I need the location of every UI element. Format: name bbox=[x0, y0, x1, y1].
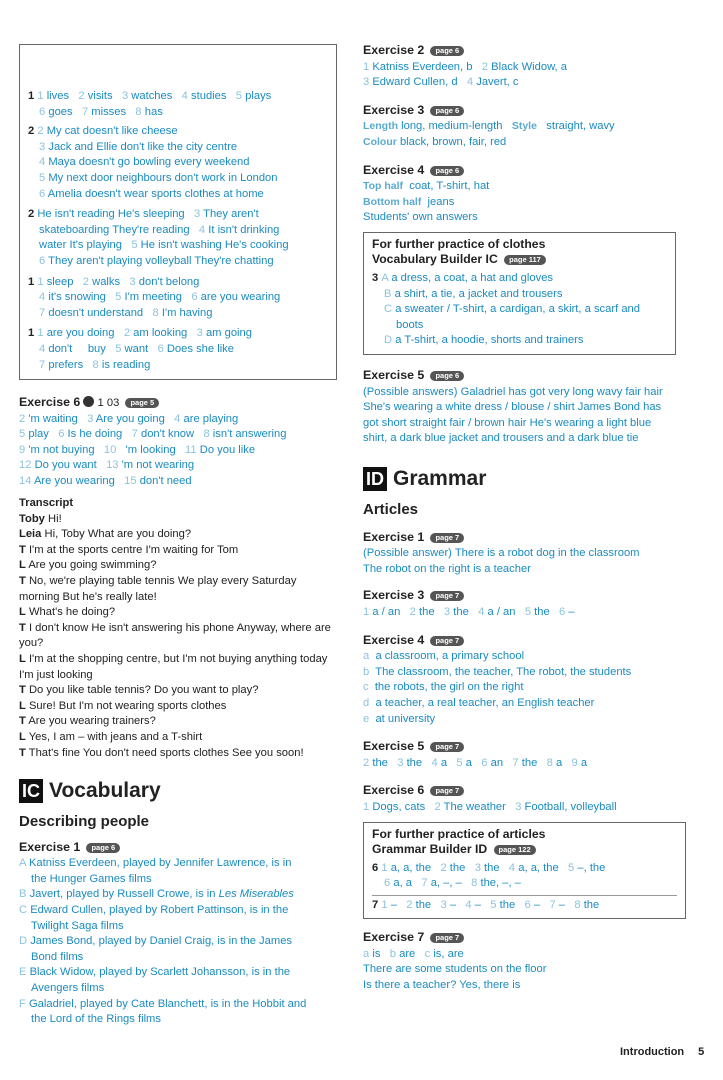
vocab-item: B Javert, played by Russell Crowe, is in Les Miserables bbox=[19, 888, 294, 901]
box3-row: 7 1 – 2 the 3 – 4 – 5 the 6 – 7 – 8 the bbox=[372, 898, 600, 911]
box3-row: 6 a, a 7 a, –, – 8 the, –, – bbox=[384, 877, 521, 890]
transcript-line: T I don't know He isn't answering his phone Anyway, where are you? bbox=[19, 621, 331, 650]
transcript-line: T That's fine You don't need sports clothes See you soon! bbox=[19, 746, 304, 759]
ex6-line: 14 Are you wearing 15 don't need bbox=[19, 474, 192, 487]
transcript bbox=[19, 496, 339, 761]
page-tag: page 7 bbox=[430, 786, 464, 796]
transcript-line: L What's he doing? bbox=[19, 606, 116, 619]
page-tag: page 7 bbox=[430, 933, 464, 943]
box2-item: boots bbox=[396, 318, 424, 331]
answers-2-line: 4 Maya doesn't go bowling every weekend bbox=[39, 156, 250, 169]
section-heading: IC Vocabulary bbox=[19, 778, 337, 804]
page-number: 5 bbox=[698, 1046, 705, 1058]
page-tag: page 7 bbox=[430, 742, 464, 752]
ex4-line: Top half coat, T-shirt, hat bbox=[363, 180, 490, 193]
ex3-line: Length long, medium-length Style straight, wavy bbox=[363, 120, 615, 133]
box2-item: D a T-shirt, a hoodie, shorts and trainers bbox=[384, 334, 584, 347]
grammar-ex1-title: Exercise 1 page 7 bbox=[363, 530, 686, 547]
grammar-ex6-title: Exercise 6 page 7 bbox=[363, 783, 686, 800]
section-icon: IC bbox=[19, 779, 43, 803]
page-tag: page 6 bbox=[430, 371, 464, 381]
transcript-line: Leia Hi, Toby What are you doing? bbox=[19, 528, 192, 541]
vocab-item: C Edward Cullen, played by Robert Pattinson, is in the Twilight Saga films bbox=[19, 903, 289, 932]
answers-2: 2 2 My cat doesn't like cheese bbox=[28, 125, 178, 138]
answers-3-line: skateboarding They're reading 4 It isn't drinking bbox=[39, 223, 280, 236]
right-column bbox=[363, 43, 686, 447]
vocab-item: E Black Widow, played by Scarlett Johansson, is in the Avengers films bbox=[19, 966, 291, 994]
answers-4-line: 4 it's snowing 5 I'm meeting 6 are you wearing bbox=[39, 291, 281, 304]
page-footer bbox=[620, 1046, 704, 1058]
answers-2-line: 6 Amelia doesn't wear sports clothes at home bbox=[39, 187, 264, 200]
transcript-line: Toby Hi! bbox=[19, 512, 62, 525]
transcript-line: T Do you like table tennis? Do you want to play? bbox=[19, 684, 259, 697]
page-tag: page 5 bbox=[125, 398, 159, 408]
ex6-line: 2 'm waiting 3 Are you going 4 are playing bbox=[19, 412, 239, 425]
box-title: For further practice of clothes Vocabulary Builder IC page 117 bbox=[372, 236, 546, 266]
ex6-line: 9 'm not buying 10 'm looking 11 Do you like bbox=[19, 443, 256, 456]
transcript-line: L Are you going swimming? bbox=[19, 559, 157, 572]
vocabulary-builder-ic-box bbox=[363, 232, 676, 355]
transcript-line: L I'm at the shopping centre, but I'm not buying anything today I'm just looking bbox=[19, 652, 328, 681]
page-tag: page 6 bbox=[430, 106, 464, 116]
answers-1b: 6 goes 7 misses 8 has bbox=[39, 105, 163, 118]
answers-3-line: 6 They aren't playing volleyball They're chatting bbox=[39, 254, 274, 267]
answers-4: 1 1 sleep 2 walks 3 don't belong bbox=[28, 275, 200, 288]
exercise-1-title: Exercise 1 page 6 bbox=[19, 840, 337, 857]
ex6-line: 5 play 6 Is he doing 7 don't know 8 isn't answering bbox=[19, 428, 287, 441]
subsection-title: Articles bbox=[363, 501, 419, 518]
divider bbox=[372, 895, 677, 896]
transcript-line: L Sure! But I'm not wearing sports clothes bbox=[19, 699, 227, 712]
answers-3: 2 He isn't reading He's sleeping 3 They aren't bbox=[28, 208, 259, 221]
gex4-item: d a teacher, a real teacher, an English teacher bbox=[363, 696, 595, 709]
gex7-line: Is there a teacher? Yes, there is bbox=[363, 979, 521, 992]
exercise-5-title: Exercise 5 page 6 bbox=[363, 368, 686, 385]
gex1-line: The robot on the right is a teacher bbox=[363, 562, 531, 575]
grammar-ex4-title: Exercise 4 page 7 bbox=[363, 633, 686, 650]
ex5-line: got short straight fair / brown hair He's wearing a light blue bbox=[363, 416, 652, 429]
page-tag: page 7 bbox=[430, 533, 464, 543]
ex5-line: She's wearing a white dress / blouse / shirt James Bond has bbox=[363, 401, 662, 414]
ex6-line: 12 Do you want 13 'm not wearing bbox=[19, 459, 195, 472]
gex4-item: e at university bbox=[363, 712, 436, 725]
page-tag: page 6 bbox=[430, 46, 464, 56]
audio-icon bbox=[83, 396, 94, 407]
ex3-line: Colour black, brown, fair, red bbox=[363, 135, 507, 148]
grammar-ex5-title: Exercise 5 page 7 bbox=[363, 739, 686, 756]
page-tag: page 122 bbox=[494, 845, 536, 855]
box2-item: B a shirt, a tie, a jacket and trousers bbox=[384, 287, 563, 300]
exercise-3-title: Exercise 3 page 6 bbox=[363, 103, 686, 120]
subsection-title: Describing people bbox=[19, 813, 150, 830]
vocab-item: D James Bond, played by Daniel Craig, is in the James Bond films bbox=[19, 935, 293, 963]
transcript-title: Transcript bbox=[19, 497, 74, 509]
ex2-line: 3 Edward Cullen, d 4 Javert, c bbox=[363, 76, 519, 89]
transcript-line: L Yes, I am – with jeans and a T-shirt bbox=[19, 730, 203, 743]
grammar-builder-id-box bbox=[363, 822, 686, 920]
grammar-ex7-title: Exercise 7 page 7 bbox=[363, 930, 686, 947]
box2-item: 3 A a dress, a coat, a hat and gloves bbox=[372, 271, 554, 284]
ex5-line: shirt, a dark blue jacket and trousers and a dark blue tie bbox=[363, 432, 639, 445]
left-box-border bbox=[19, 44, 337, 380]
gex7-line: a is b are c is, are bbox=[363, 947, 464, 960]
page-tag: page 6 bbox=[86, 843, 120, 853]
gex4-item: b The classroom, the teacher, The robot, the students bbox=[363, 665, 632, 678]
gex4-item: c the robots, the girl on the right bbox=[363, 681, 524, 694]
exercise-4-title: Exercise 4 page 6 bbox=[363, 163, 686, 180]
page-tag: page 6 bbox=[430, 166, 464, 176]
exercise-6-title: Exercise 6 1 03 page 5 bbox=[19, 395, 337, 412]
grammar-section bbox=[363, 466, 686, 994]
grammar-ex3-title: Exercise 3 page 7 bbox=[363, 588, 686, 605]
vocab-item: A Katniss Everdeen, played by Jennifer Lawrence, is in the Hunger Games films bbox=[19, 857, 292, 885]
gex6-line: 1 Dogs, cats 2 The weather 3 Football, volleyball bbox=[363, 800, 617, 813]
gex4-item: a a classroom, a primary school bbox=[363, 650, 525, 663]
box3-row: 6 1 a, a, the 2 the 3 the 4 a, a, the 5 –, the bbox=[372, 861, 606, 874]
answers-5: 1 1 are you doing 2 am looking 3 am going bbox=[28, 327, 252, 340]
ex5-line: (Possible answers) Galadriel has got very long wavy fair hair bbox=[363, 385, 663, 398]
page-tag: page 7 bbox=[430, 636, 464, 646]
page-tag: page 7 bbox=[430, 591, 464, 601]
gex3-line: 1 a / an 2 the 3 the 4 a / an 5 the 6 – bbox=[363, 605, 575, 618]
answers-1: 1 1 lives 2 visits 3 watches 4 studies 5 plays bbox=[28, 90, 272, 102]
page-tag: page 117 bbox=[504, 255, 546, 265]
exercise-2-title: Exercise 2 page 6 bbox=[363, 43, 686, 60]
ex2-line: 1 Katniss Everdeen, b 2 Black Widow, a bbox=[363, 60, 567, 73]
answers-3-line: water It's playing 5 He isn't washing He's cooking bbox=[39, 239, 289, 252]
answers-2-line: 3 Jack and Ellie don't like the city centre bbox=[39, 140, 238, 153]
footer-label: Introduction bbox=[620, 1046, 685, 1058]
answers-5-line: 4 don't buy 5 want 6 Does she like bbox=[39, 342, 235, 355]
answers-5-line: 7 prefers 8 is reading bbox=[39, 358, 151, 371]
answers-4-line: 7 doesn't understand 8 I'm having bbox=[39, 306, 213, 319]
gex7-line: There are some students on the floor bbox=[363, 963, 547, 976]
exercise-6 bbox=[19, 395, 337, 490]
box2-item: C a sweater / T-shirt, a cardigan, a skirt, a scarf and bbox=[384, 303, 640, 316]
section-icon: ID bbox=[363, 467, 387, 491]
gex5-line: 2 the 3 the 4 a 5 a 6 an 7 the 8 a 9 a bbox=[363, 756, 588, 769]
box-title: For further practice of articles Grammar Builder ID page 122 bbox=[372, 826, 546, 856]
vocab-item: F Galadriel, played by Cate Blanchett, is in the Hobbit and the Lord of the Rings films bbox=[19, 997, 307, 1026]
vocabulary-section bbox=[19, 778, 337, 1028]
transcript-line: T I'm at the sports centre I'm waiting for Tom bbox=[19, 543, 239, 556]
answers-2-line: 5 My next door neighbours don't work in London bbox=[39, 171, 278, 184]
gex1-line: (Possible answer) There is a robot dog in the classroom bbox=[363, 547, 640, 560]
ex4-line: Bottom half jeans bbox=[363, 195, 455, 208]
section-heading: ID Grammar bbox=[363, 466, 686, 492]
ex4-line: Students' own answers bbox=[363, 211, 478, 224]
transcript-line: T Are you wearing trainers? bbox=[19, 715, 156, 728]
transcript-line: T No, we're playing table tennis We play every Saturday morning But he's really late! bbox=[19, 574, 297, 603]
